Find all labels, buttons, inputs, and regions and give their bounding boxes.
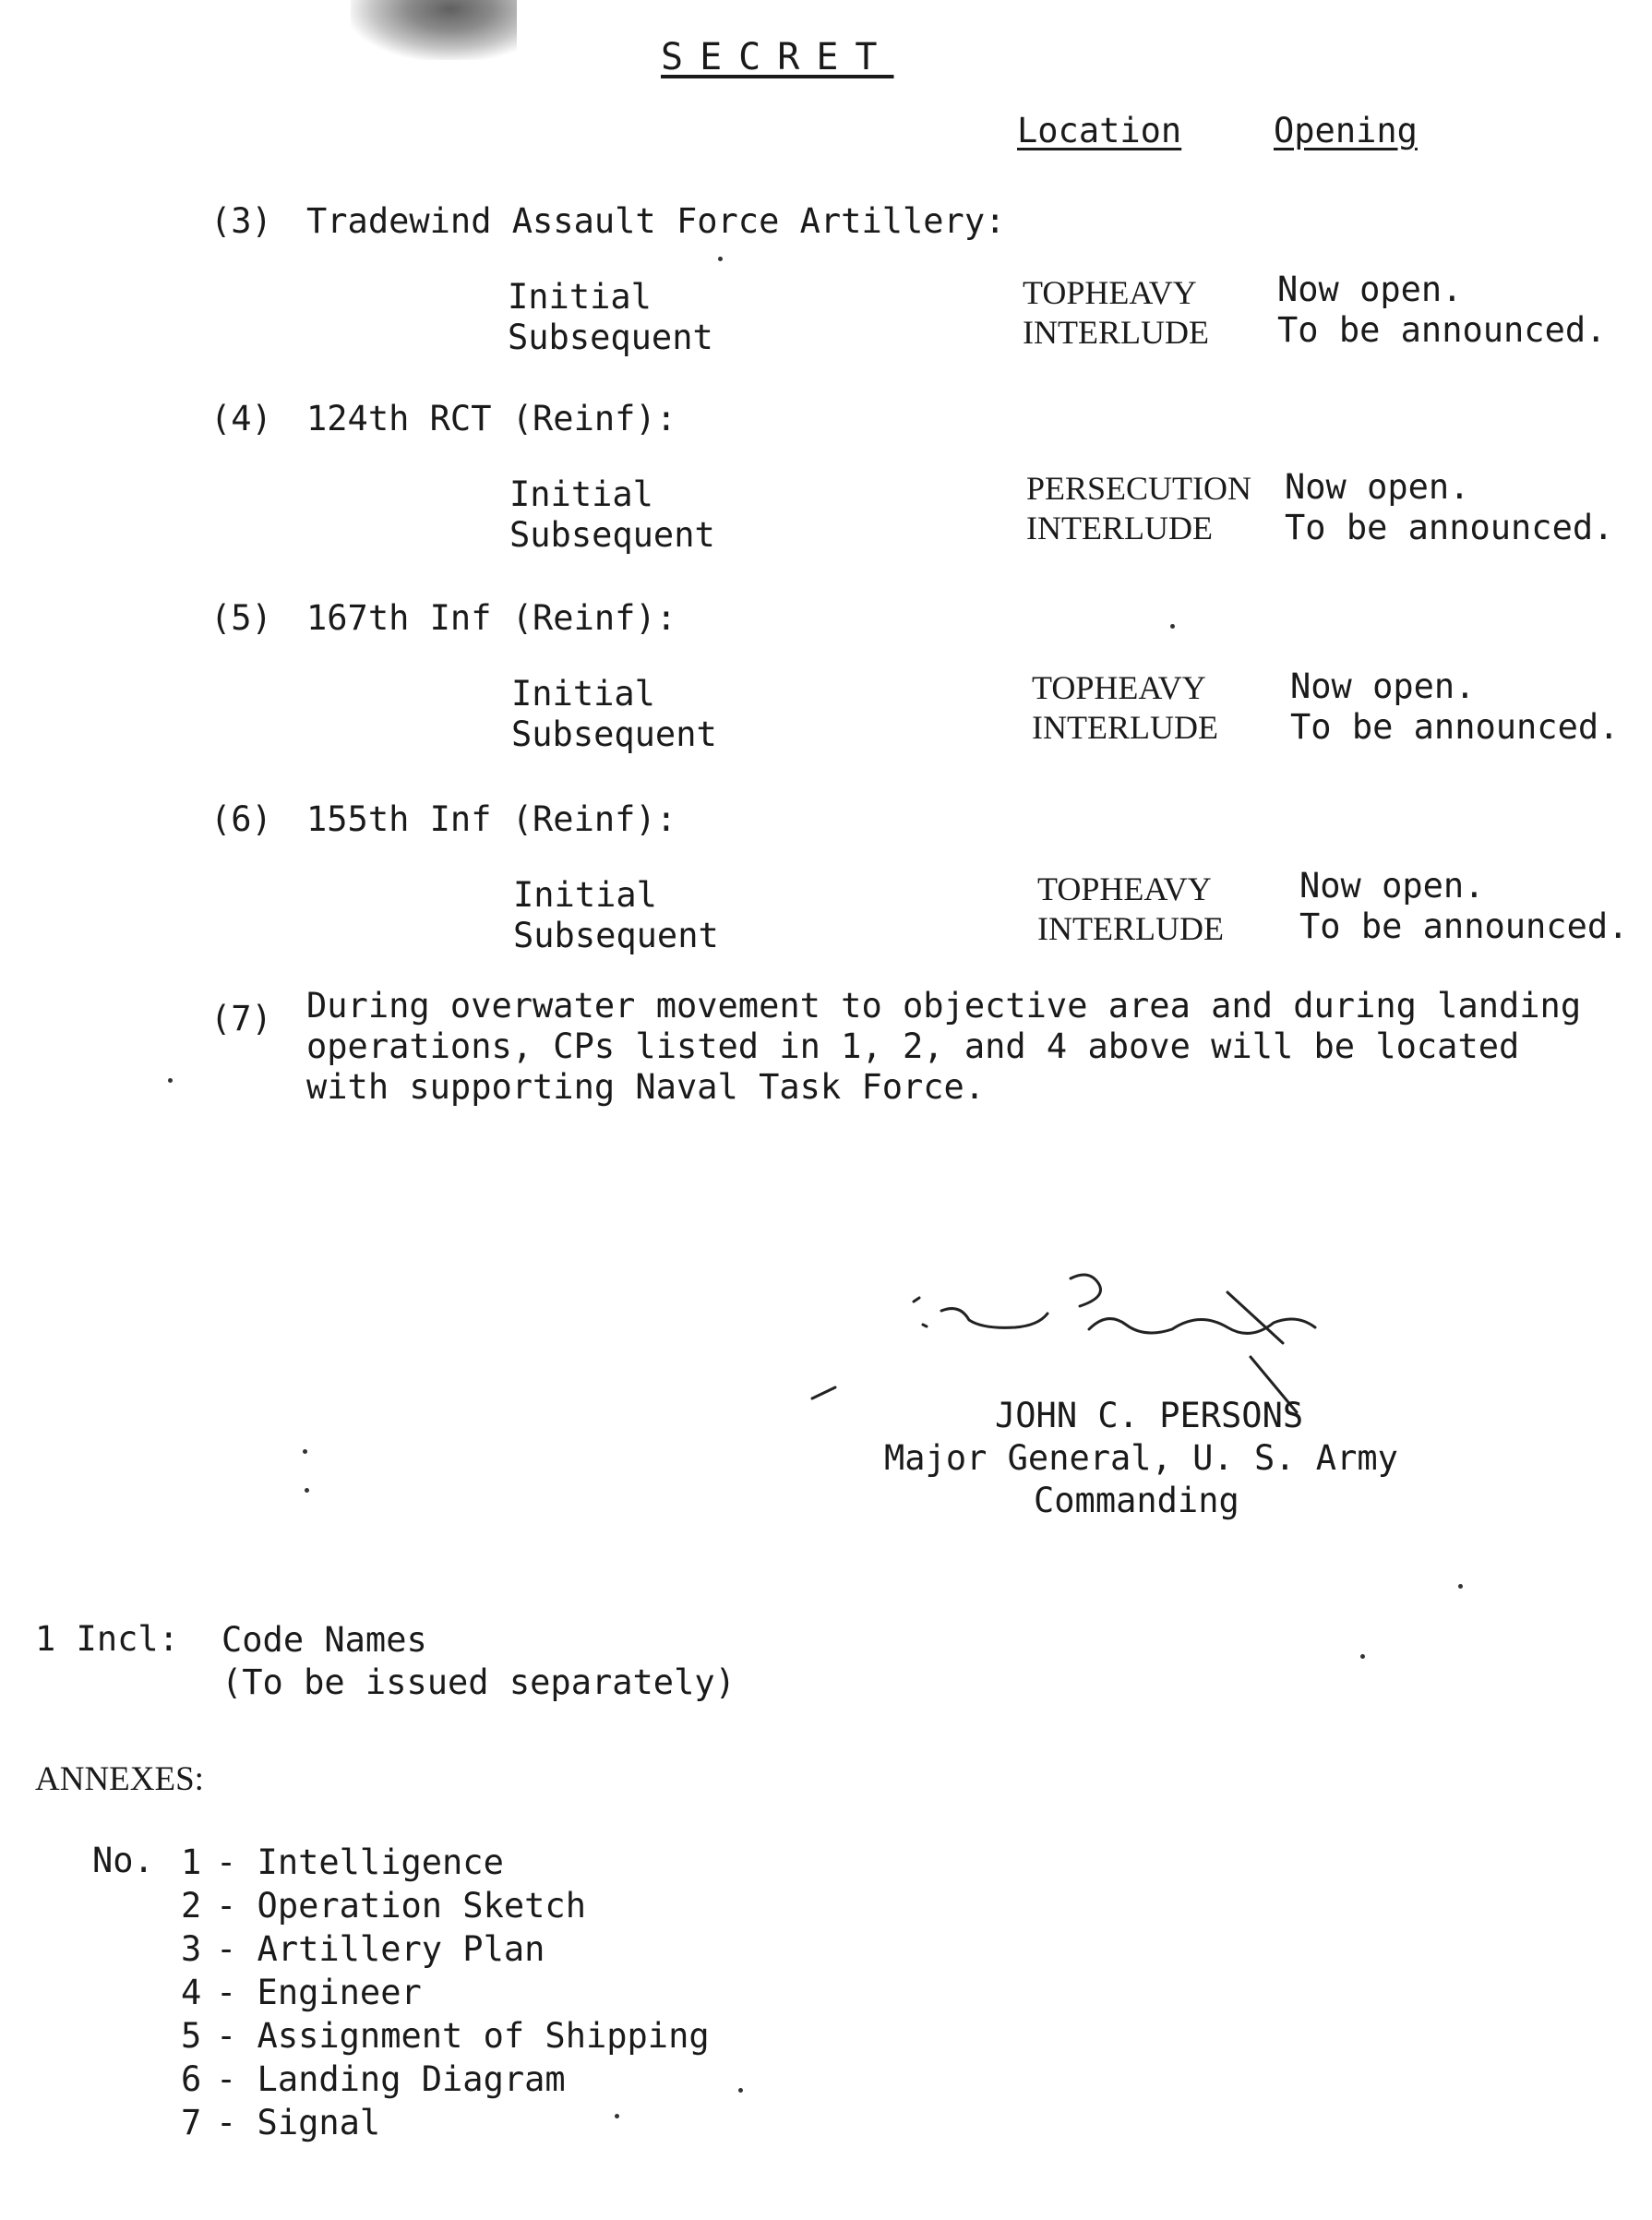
location-initial: TOPHEAVY (1023, 274, 1197, 311)
inclosure-line: Code Names (221, 1620, 427, 1660)
inclosure-label: 1 Incl: (35, 1619, 179, 1659)
entry-locations (1026, 469, 1251, 548)
paragraph-line: operations, CPs listed in 1, 2, and 4 above will be located (306, 1026, 1520, 1066)
opening-subsequent: To be announced. (1299, 906, 1629, 947)
phase-subsequent: Subsequent (511, 714, 717, 755)
entry-title: 155th Inf (Reinf): (306, 799, 676, 839)
entry-locations (1037, 870, 1224, 949)
annex-number: 3 (181, 1929, 202, 1969)
entry-phases (513, 875, 719, 957)
location-initial: PERSECUTION (1026, 470, 1252, 507)
phase-initial: Initial (508, 277, 652, 317)
location-subsequent: INTERLUDE (1037, 910, 1224, 948)
phase-initial: Initial (509, 474, 653, 514)
inclosure-text (221, 1619, 736, 1704)
location-initial: TOPHEAVY (1037, 870, 1212, 907)
annex-title: - Signal (216, 2103, 381, 2142)
opening-initial: Now open. (1299, 866, 1485, 906)
signature-mark (784, 1237, 1615, 1422)
classification-header: SECRET (661, 36, 894, 78)
scan-speck (305, 1488, 309, 1493)
entry-number: (5) (210, 598, 272, 638)
entry-number: (6) (210, 799, 272, 839)
entry-phases (511, 674, 717, 756)
entry-openings (1299, 866, 1628, 948)
signer-role: Commanding (1034, 1481, 1239, 1520)
annex-number: 4 (181, 1973, 202, 2012)
scan-smudge (351, 0, 517, 60)
scan-speck (1458, 1584, 1463, 1589)
location-initial: TOPHEAVY (1032, 669, 1206, 706)
entry-openings (1277, 270, 1606, 352)
annex-title: - Assignment of Shipping (216, 2016, 710, 2056)
scan-speck (168, 1078, 173, 1083)
scan-speck (718, 257, 723, 261)
annex-number: 5 (181, 2016, 202, 2056)
annex-number: 2 (181, 1886, 202, 1926)
annex-prefix: No. (92, 1841, 154, 1880)
location-subsequent: INTERLUDE (1032, 709, 1218, 747)
entry-phases (508, 277, 713, 359)
entry-title: Tradewind Assault Force Artillery: (306, 201, 1006, 241)
phase-subsequent: Subsequent (508, 318, 713, 358)
scan-speck (615, 2114, 619, 2118)
location-subsequent: INTERLUDE (1023, 314, 1209, 352)
annex-titles (216, 1841, 710, 2144)
annex-numbers (181, 1841, 201, 2144)
annex-title: - Landing Diagram (216, 2059, 566, 2099)
paragraph-line: During overwater movement to objective area and during landing (306, 986, 1582, 1026)
opening-initial: Now open. (1285, 467, 1470, 507)
location-subsequent: INTERLUDE (1026, 510, 1213, 547)
entry-phases (509, 474, 715, 557)
entry-locations (1023, 273, 1209, 353)
opening-column-header: Opening (1274, 111, 1418, 150)
opening-subsequent: To be announced. (1285, 508, 1614, 548)
annex-number: 6 (181, 2059, 202, 2099)
annexes-heading: ANNEXES: (35, 1760, 204, 1798)
entry-openings (1290, 666, 1619, 749)
annex-number: 1 (181, 1842, 202, 1882)
annex-number: 7 (181, 2103, 202, 2142)
opening-subsequent: To be announced. (1290, 707, 1620, 748)
location-column-header: Location (1017, 111, 1182, 150)
annex-title: - Artillery Plan (216, 1929, 545, 1969)
annex-title: - Intelligence (216, 1842, 504, 1882)
scan-speck (1170, 624, 1175, 629)
entry-number: (4) (210, 399, 272, 438)
signer-name: JOHN C. PERSONS (995, 1396, 1304, 1435)
opening-initial: Now open. (1277, 270, 1463, 309)
scan-speck (738, 2088, 743, 2093)
inclosure-line: (To be issued separately) (221, 1662, 736, 1702)
signer-rank: Major General, U. S. Army (884, 1438, 1398, 1478)
phase-subsequent: Subsequent (513, 916, 719, 956)
scan-speck (1360, 1654, 1365, 1659)
annex-title: - Operation Sketch (216, 1886, 586, 1926)
entry-title: 167th Inf (Reinf): (306, 598, 676, 638)
annex-title: - Engineer (216, 1973, 422, 2012)
entry-openings (1285, 467, 1613, 549)
entry-locations (1032, 668, 1218, 748)
entry-title: 124th RCT (Reinf): (306, 399, 676, 438)
opening-initial: Now open. (1290, 666, 1476, 706)
phase-initial: Initial (513, 875, 657, 915)
opening-subsequent: To be announced. (1277, 310, 1607, 351)
scan-speck (303, 1449, 307, 1454)
paragraph-7-text (306, 986, 1581, 1108)
phase-initial: Initial (511, 674, 655, 714)
paragraph-number: (7) (210, 999, 272, 1038)
entry-number: (3) (210, 201, 272, 241)
paragraph-line: with supporting Naval Task Force. (306, 1067, 986, 1107)
phase-subsequent: Subsequent (509, 515, 715, 556)
